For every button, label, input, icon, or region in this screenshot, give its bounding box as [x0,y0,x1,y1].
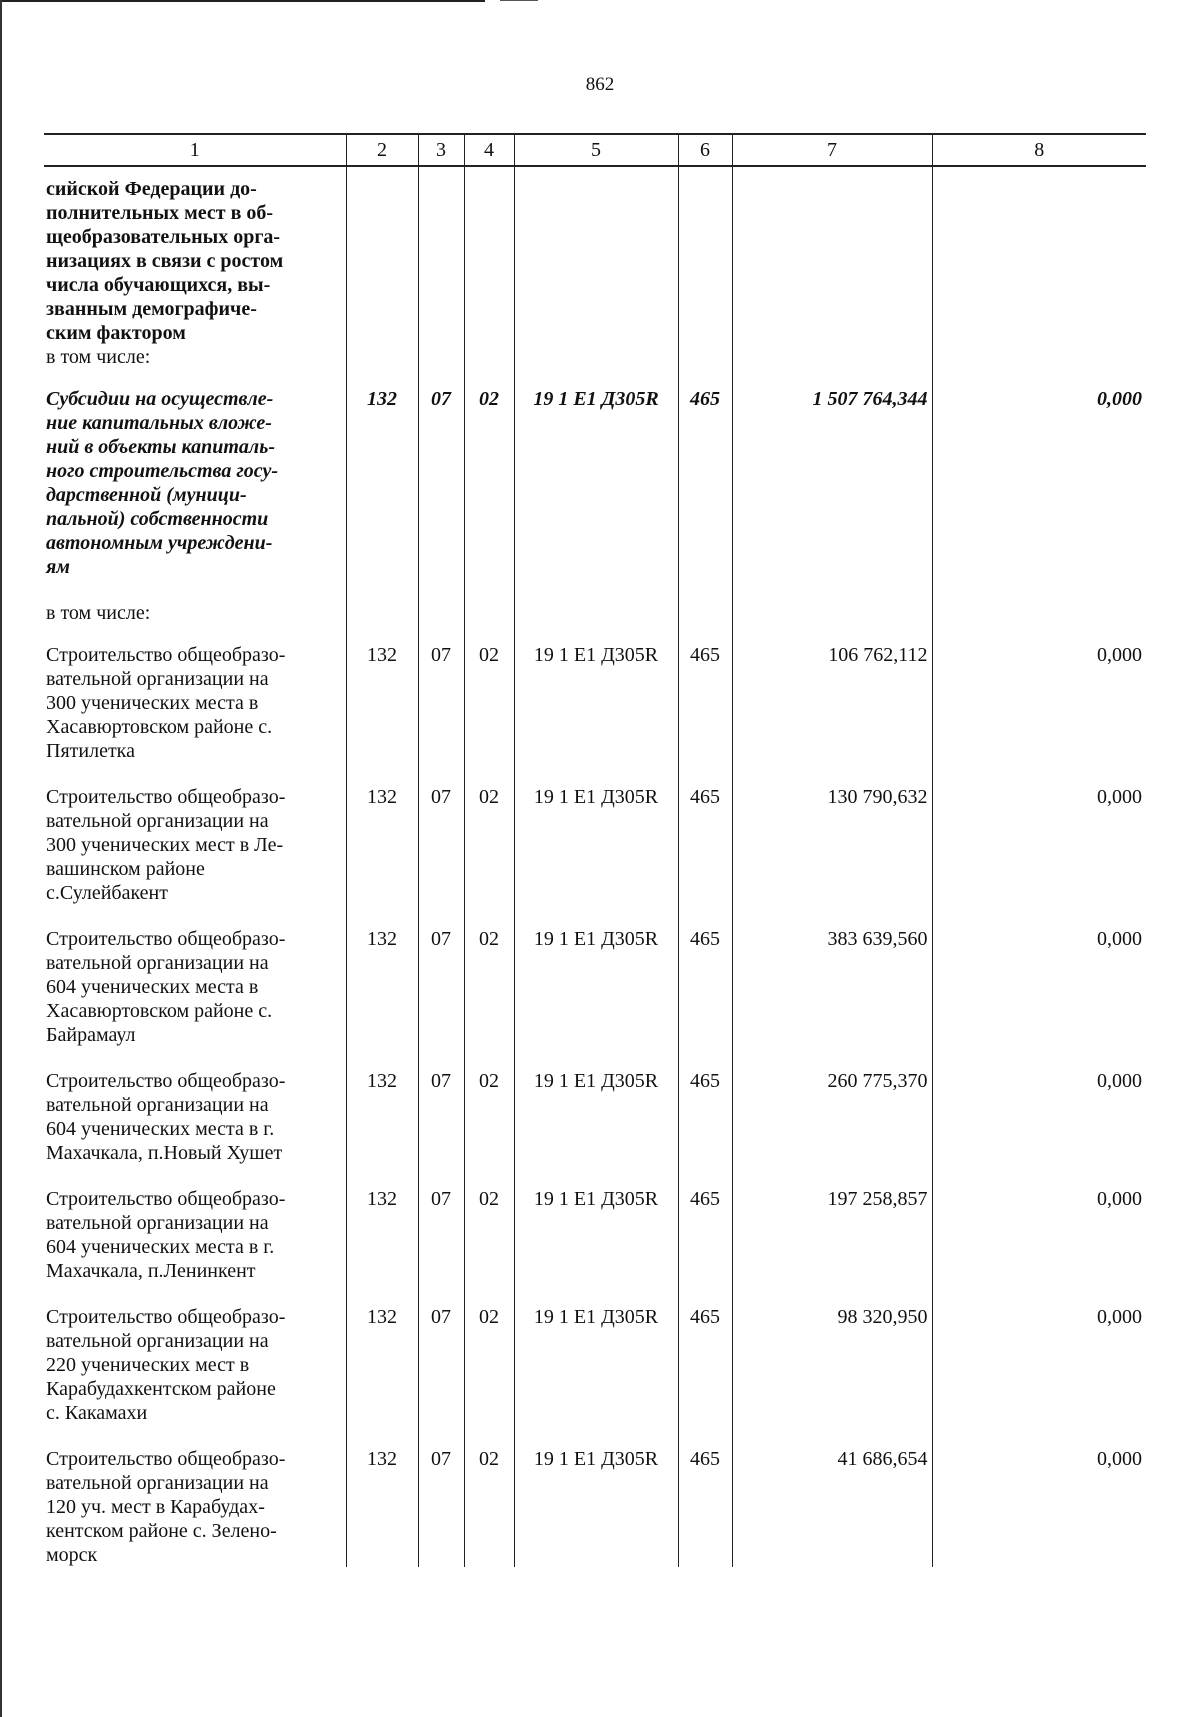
table-row [44,1069,1146,1187]
table-row [44,345,1146,387]
cell-name: Строительство общеобразо- вательной организации на 120 уч. мест в Карабудах- кентском районе с. Зелено- морск [44,1447,346,1567]
cell-subsection [464,601,514,643]
table-row [44,166,1146,345]
cell-target-article [514,601,678,643]
cell-name: Строительство общеобразо- вательной организации на 604 ученических места в г. Махачкала, п.Новый Хушет [44,1069,346,1187]
cell-subsection: 02 [464,1069,514,1187]
cell-ministry-code: 132 [346,927,418,1069]
cell-amount-2: 0,000 [932,1447,1146,1567]
cell-section: 07 [418,387,464,601]
cell-target-article: 19 1 E1 Д305R [514,785,678,927]
cell-section [418,166,464,345]
scan-border-top [0,0,485,2]
cell-ministry-code: 132 [346,1069,418,1187]
cell-expense-type: 465 [678,643,732,785]
cell-ministry-code [346,166,418,345]
column-header-2: 2 [346,134,418,166]
column-header-8: 8 [932,134,1146,166]
table-row [44,785,1146,927]
cell-subsection: 02 [464,387,514,601]
scan-border-left [0,0,2,1717]
cell-name: Строительство общеобразо- вательной организации на 300 ученических мест в Ле- вашинском районе с.Сулейбакент [44,785,346,927]
cell-section: 07 [418,643,464,785]
cell-subsection: 02 [464,927,514,1069]
scan-border-top-fragment [500,0,538,1]
cell-ministry-code: 132 [346,643,418,785]
cell-subsection: 02 [464,643,514,785]
cell-target-article: 19 1 E1 Д305R [514,1187,678,1305]
cell-subsection: 02 [464,1447,514,1567]
cell-amount-2: 0,000 [932,1187,1146,1305]
cell-amount: 41 686,654 [732,1447,932,1567]
budget-table [44,133,1146,1567]
cell-amount-2: 0,000 [932,643,1146,785]
cell-ministry-code: 132 [346,387,418,601]
cell-section: 07 [418,1069,464,1187]
cell-target-article: 19 1 E1 Д305R [514,387,678,601]
cell-expense-type: 465 [678,1069,732,1187]
cell-amount-2: 0,000 [932,387,1146,601]
cell-name: сийской Федерации до- полнительных мест в об- щеобразовательных орга- низациях в связи с ростом числа обучающихся, вы- званным демографиче- ским фактором [44,166,346,345]
cell-name: в том числе: [44,601,346,643]
table-row [44,387,1146,601]
cell-subsection [464,345,514,387]
cell-expense-type: 465 [678,1447,732,1567]
cell-amount-2: 0,000 [932,785,1146,927]
cell-amount-2 [932,345,1146,387]
column-header-7: 7 [732,134,932,166]
cell-name: Строительство общеобразо- вательной организации на 300 ученических места в Хасавюртовском районе с. Пятилетка [44,643,346,785]
cell-amount [732,601,932,643]
cell-expense-type: 465 [678,1187,732,1305]
table-header-row [44,134,1146,166]
cell-subsection: 02 [464,1187,514,1305]
page-number: 862 [585,74,615,95]
cell-amount-2 [932,166,1146,345]
cell-subsection: 02 [464,785,514,927]
cell-name: Строительство общеобразо- вательной организации на 604 ученических места в Хасавюртовском районе с. Байрамаул [44,927,346,1069]
table-row [44,643,1146,785]
cell-ministry-code: 132 [346,1305,418,1447]
cell-section: 07 [418,1187,464,1305]
cell-expense-type [678,166,732,345]
cell-subsection [464,166,514,345]
cell-ministry-code: 132 [346,785,418,927]
cell-section [418,601,464,643]
column-header-6: 6 [678,134,732,166]
cell-ministry-code [346,345,418,387]
cell-target-article: 19 1 E1 Д305R [514,927,678,1069]
column-header-4: 4 [464,134,514,166]
cell-expense-type [678,601,732,643]
cell-target-article: 19 1 E1 Д305R [514,1305,678,1447]
cell-expense-type [678,345,732,387]
cell-expense-type: 465 [678,1305,732,1447]
cell-section: 07 [418,785,464,927]
cell-target-article [514,166,678,345]
cell-name: Субсидии на осуществле- ние капитальных вложе- ний в объекты капиталь- ного строительства госу- дарственной (муници- пальной) собственности автономным учреждени- ям [44,387,346,601]
table-row [44,927,1146,1069]
cell-expense-type: 465 [678,785,732,927]
column-header-3: 3 [418,134,464,166]
cell-target-article: 19 1 E1 Д305R [514,643,678,785]
table-row [44,601,1146,643]
cell-amount: 106 762,112 [732,643,932,785]
table-row [44,1305,1146,1447]
cell-expense-type: 465 [678,387,732,601]
cell-section: 07 [418,1305,464,1447]
cell-amount [732,345,932,387]
cell-amount-2: 0,000 [932,927,1146,1069]
cell-amount-2: 0,000 [932,1069,1146,1187]
cell-target-article: 19 1 E1 Д305R [514,1069,678,1187]
cell-name: Строительство общеобразо- вательной организации на 220 ученических мест в Карабудахкентском районе с. Какамахи [44,1305,346,1447]
cell-target-article [514,345,678,387]
column-header-1: 1 [44,134,346,166]
table-body [44,166,1146,1567]
cell-target-article: 19 1 E1 Д305R [514,1447,678,1567]
cell-amount: 98 320,950 [732,1305,932,1447]
table-row [44,1447,1146,1567]
cell-name: в том числе: [44,345,346,387]
cell-amount: 130 790,632 [732,785,932,927]
cell-amount: 197 258,857 [732,1187,932,1305]
cell-name: Строительство общеобразо- вательной организации на 604 ученических места в г. Махачкала, п.Ленинкент [44,1187,346,1305]
column-header-5: 5 [514,134,678,166]
cell-section: 07 [418,1447,464,1567]
cell-section [418,345,464,387]
cell-amount [732,166,932,345]
cell-ministry-code: 132 [346,1447,418,1567]
table-row [44,1187,1146,1305]
cell-expense-type: 465 [678,927,732,1069]
cell-amount: 1 507 764,344 [732,387,932,601]
cell-amount: 383 639,560 [732,927,932,1069]
cell-amount: 260 775,370 [732,1069,932,1187]
cell-amount-2: 0,000 [932,1305,1146,1447]
cell-subsection: 02 [464,1305,514,1447]
cell-ministry-code: 132 [346,1187,418,1305]
cell-ministry-code [346,601,418,643]
cell-amount-2 [932,601,1146,643]
cell-section: 07 [418,927,464,1069]
